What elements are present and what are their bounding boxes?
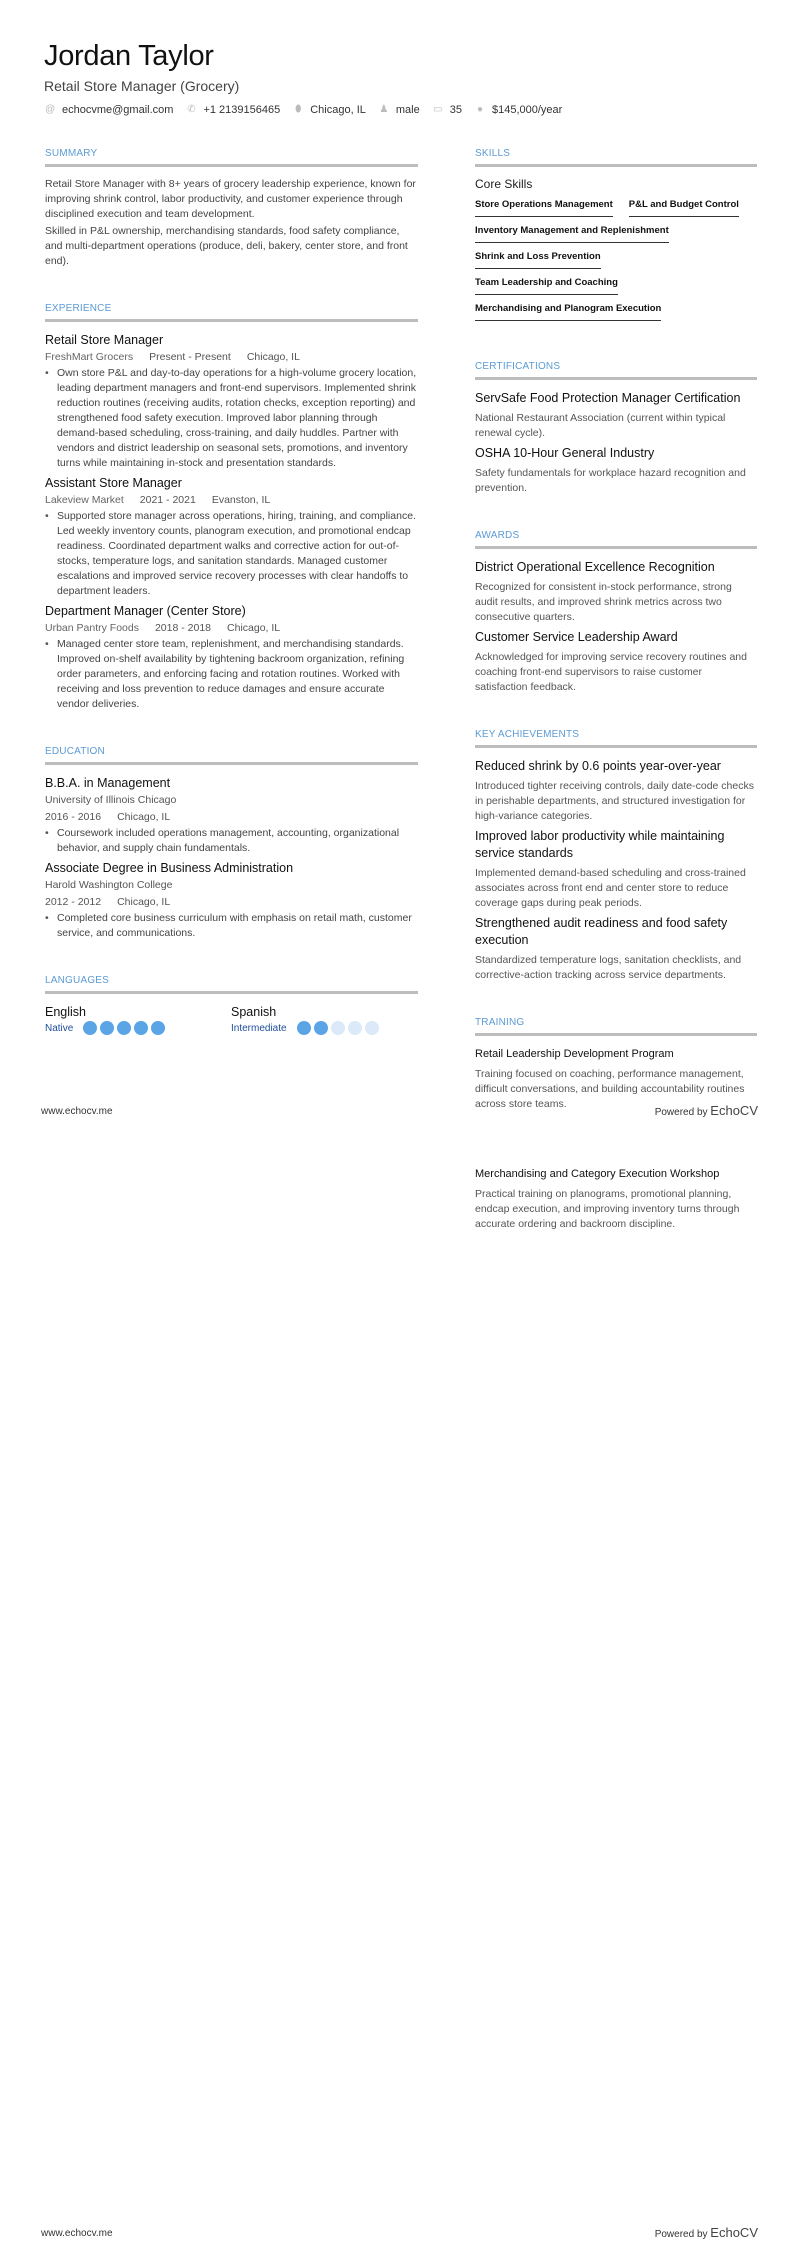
job-meta [45, 349, 418, 366]
bullet-item: • Completed core business curriculum with emphasis on retail math, customer service, and communications. [45, 911, 418, 941]
training-name: Merchandising and Category Execution Workshop [475, 1168, 720, 1180]
job-location: Chicago, IL [227, 622, 281, 634]
job-dates: Present - Present [149, 351, 231, 363]
awards-entry [475, 629, 757, 695]
skills-divider [475, 164, 757, 167]
certifications-name: OSHA 10-Hour General Industry [475, 446, 655, 460]
company-name: Lakeview Market [45, 494, 124, 506]
candidate-name: Jordan Taylor [44, 40, 214, 72]
awards-name: District Operational Excellence Recognition [475, 560, 715, 574]
rating-dot-empty [348, 1021, 362, 1035]
contact-item [475, 104, 562, 116]
job-meta [45, 492, 418, 509]
job-dates: 2021 - 2021 [139, 494, 196, 506]
key-achievements-entry [475, 828, 757, 911]
rating-dot-filled [314, 1021, 328, 1035]
contact-bar [45, 104, 575, 116]
skills-list [475, 197, 757, 327]
certifications-divider [475, 377, 757, 380]
skill-tag: P&L and Budget Control [629, 197, 739, 217]
awards-entry [475, 559, 757, 625]
key-achievements-description: Standardized temperature logs, sanitation checklists, and corrective-action tracking across service departments. [475, 954, 742, 981]
job-title: Retail Store Manager (Grocery) [44, 78, 240, 94]
powered-by-label: Powered by [654, 2229, 708, 2240]
dollar-icon: ● [476, 104, 483, 115]
summary-divider [45, 164, 418, 167]
rating-dot-filled [297, 1021, 311, 1035]
language-item [231, 1004, 417, 1035]
job-bullets [45, 366, 418, 471]
awards-name: Customer Service Leadership Award [475, 630, 678, 644]
contact-item [45, 104, 173, 116]
education-section [45, 746, 418, 941]
contact-text: echocvme@gmail.com [62, 104, 174, 116]
job-role: Retail Store Manager [45, 333, 164, 347]
experience-divider [45, 319, 418, 322]
contact-item [379, 104, 420, 116]
summary-section [45, 148, 418, 269]
footer-website-link[interactable]: www.echocv.me [41, 2228, 113, 2239]
skills-group-title: Core Skills [475, 177, 533, 191]
contact-item [186, 104, 280, 116]
certifications-entry [475, 390, 757, 441]
skill-tag: Inventory Management and Replenishment [475, 223, 669, 243]
awards-divider [475, 546, 757, 549]
key-achievements-name: Strengthened audit readiness and food safety execution [475, 916, 728, 947]
summary-paragraph: Skilled in P&L ownership, merchandising standards, food safety compliance, and multi-department operations (produce, deli, bakery, center store, and front end). [45, 225, 408, 267]
rating-dot-empty [365, 1021, 379, 1035]
awards-description: Recognized for consistent in-stock performance, strong audit results, and improved shrink metrics across two consecutive quarters. [475, 581, 732, 623]
education-bullets [45, 826, 418, 856]
education-location: Chicago, IL [117, 896, 171, 908]
certifications-description: Safety fundamentals for workplace hazard recognition and prevention. [475, 467, 746, 494]
powered-by-label: Powered by [654, 1107, 708, 1118]
languages-heading: LANGUAGES [45, 975, 110, 986]
contact-item [433, 104, 462, 116]
key-achievements-divider [475, 745, 757, 748]
language-level: Intermediate [231, 1022, 287, 1034]
school-name: University of Illinois Chicago [45, 794, 177, 806]
right-column [475, 148, 757, 1146]
contact-text: Chicago, IL [310, 104, 366, 116]
job-dates: 2018 - 2018 [154, 622, 212, 634]
skill-tag: Shrink and Loss Prevention [475, 249, 601, 269]
skill-tag: Team Leadership and Coaching [475, 275, 618, 295]
calendar-icon: ▭ [432, 104, 443, 115]
contact-text: +1 2139156465 [203, 104, 281, 116]
experience-entry [45, 603, 418, 712]
training-divider [475, 1033, 757, 1036]
summary-heading: SUMMARY [45, 148, 98, 159]
contact-text: $145,000/year [491, 104, 563, 116]
education-divider [45, 762, 418, 765]
skill-tag: Merchandising and Planogram Execution [475, 301, 661, 321]
languages-section [45, 975, 418, 1035]
bullet-item: • Managed center store team, replenishment, and merchandising standards. Improved on-shelf availability by tightening backroom organization, refining order parameters, and enforcing facing and rotation routines. Worked with receiving and loss prevention to reduce damages and ensure accurate vendor deliveries. [45, 637, 418, 712]
contact-text: 35 [449, 104, 462, 116]
education-meta [45, 809, 418, 826]
language-item [45, 1004, 231, 1035]
education-dates: 2012 - 2012 [45, 896, 102, 908]
rating-dot-filled [151, 1021, 165, 1035]
education-dates: 2016 - 2016 [45, 811, 102, 823]
language-rating [231, 1021, 417, 1035]
footer-powered-by [655, 2225, 758, 2240]
footer-powered-by [655, 1103, 758, 1118]
key-achievements-section [475, 729, 757, 983]
job-bullets [45, 509, 418, 599]
skills-section [475, 148, 757, 327]
echocv-logo[interactable]: EchoCV [710, 1103, 758, 1118]
certifications-entry [475, 445, 757, 496]
skills-heading: SKILLS [475, 148, 511, 159]
rating-dot-filled [134, 1021, 148, 1035]
echocv-logo[interactable]: EchoCV [710, 2225, 758, 2240]
language-list [45, 1004, 418, 1035]
school-name: Harold Washington College [45, 879, 173, 891]
education-entry [45, 860, 418, 941]
company-name: FreshMart Grocers [45, 351, 134, 363]
key-achievements-entry [475, 758, 757, 824]
awards-description: Acknowledged for improving service recovery routines and coaching front-end supervisors to raise customer satisfaction feedback. [475, 651, 747, 693]
skill-tag: Store Operations Management [475, 197, 613, 217]
key-achievements-name: Improved labor productivity while maintaining service standards [475, 829, 725, 860]
certifications-description: National Restaurant Association (current within typical renewal cycle). [475, 412, 726, 439]
certifications-heading: CERTIFICATIONS [475, 361, 561, 372]
certifications-section [475, 361, 757, 496]
training-name: Retail Leadership Development Program [475, 1048, 674, 1060]
experience-section [45, 303, 418, 712]
key-achievements-heading: KEY ACHIEVEMENTS [475, 729, 580, 740]
training-heading: TRAINING [475, 1017, 525, 1028]
left-column [45, 148, 418, 1069]
education-meta [45, 894, 418, 911]
phone-icon: ✆ [187, 104, 196, 115]
awards-section [475, 530, 757, 695]
job-location: Evanston, IL [211, 494, 271, 506]
degree: Associate Degree in Business Administration [45, 861, 294, 875]
bullet-item: • Supported store manager across operations, hiring, training, and compliance. Led weekly inventory counts, planogram execution, and promotional endcap readiness. Coordinated department walks and corrective action for out-of-stocks, temperature logs, and sanitation standards. Managed customer escalations and improved service recovery processes with clear handoffs to department leaders. [45, 509, 418, 599]
certifications-name: ServSafe Food Protection Manager Certification [475, 391, 741, 405]
training-description: Practical training on planograms, promotional planning, endcap execution, and improving inventory turns through accurate ordering and backroom discipline. [475, 1188, 740, 1230]
job-location: Chicago, IL [246, 351, 300, 363]
experience-heading: EXPERIENCE [45, 303, 112, 314]
bullet-item: • Own store P&L and day-to-day operations for a high-volume grocery location, leading department managers and front-end supervisors. Implemented shrink reduction routines (receiving audits, rotation checks, exception reporting) and strengthened food safety execution. Improved labor planning through demand-based scheduling, cross-training, and daily huddles. Partner with vendors and district leadership on seasonal sets, promotions, and inventory turns while maintaining in-stock and presentation standards. [45, 366, 418, 471]
location-pin-icon: ⬮ [295, 104, 302, 115]
education-entry [45, 775, 418, 856]
rating-dot-filled [117, 1021, 131, 1035]
language-name: English [45, 1005, 86, 1019]
language-name: Spanish [231, 1005, 277, 1019]
rating-dot-filled [83, 1021, 97, 1035]
languages-divider [45, 991, 418, 994]
job-meta [45, 620, 418, 637]
contact-item [293, 104, 366, 116]
experience-entry [45, 332, 418, 471]
training-section [475, 1017, 757, 1112]
at-icon: @ [45, 104, 56, 115]
job-bullets [45, 637, 418, 712]
footer-website-link[interactable]: www.echocv.me [41, 1106, 113, 1117]
job-role: Department Manager (Center Store) [45, 604, 246, 618]
right-column-page-2 [475, 1162, 757, 1236]
key-achievements-description: Implemented demand-based scheduling and cross-trained associates across front end and center store to reduce coverage gaps during peak periods. [475, 867, 746, 909]
key-achievements-description: Introduced tighter receiving controls, daily date-code checks in perishable departments, and structured investigation for high-variance categories. [475, 780, 754, 822]
training-entry [475, 1166, 757, 1232]
awards-heading: AWARDS [475, 530, 520, 541]
job-role: Assistant Store Manager [45, 476, 182, 490]
key-achievements-entry [475, 915, 757, 983]
degree: B.B.A. in Management [45, 776, 171, 790]
education-heading: EDUCATION [45, 746, 105, 757]
bullet-item: • Coursework included operations management, accounting, organizational behavior, and supply chain fundamentals. [45, 826, 418, 856]
experience-entry [45, 475, 418, 599]
rating-dot-empty [331, 1021, 345, 1035]
education-location: Chicago, IL [117, 811, 171, 823]
key-achievements-name: Reduced shrink by 0.6 points year-over-year [475, 759, 721, 773]
summary-paragraph: Retail Store Manager with 8+ years of grocery leadership experience, known for improving shrink control, labor productivity, and customer experience through disciplined execution and team development. [45, 178, 416, 220]
education-bullets [45, 911, 418, 941]
rating-dot-filled [100, 1021, 114, 1035]
training-description: Training focused on coaching, performance management, difficult conversations, and building accountability routines across store teams. [475, 1068, 745, 1110]
person-icon: ♟ [379, 104, 389, 115]
language-level: Native [45, 1022, 74, 1034]
language-rating [45, 1021, 231, 1035]
contact-text: male [395, 104, 420, 116]
company-name: Urban Pantry Foods [45, 622, 139, 634]
